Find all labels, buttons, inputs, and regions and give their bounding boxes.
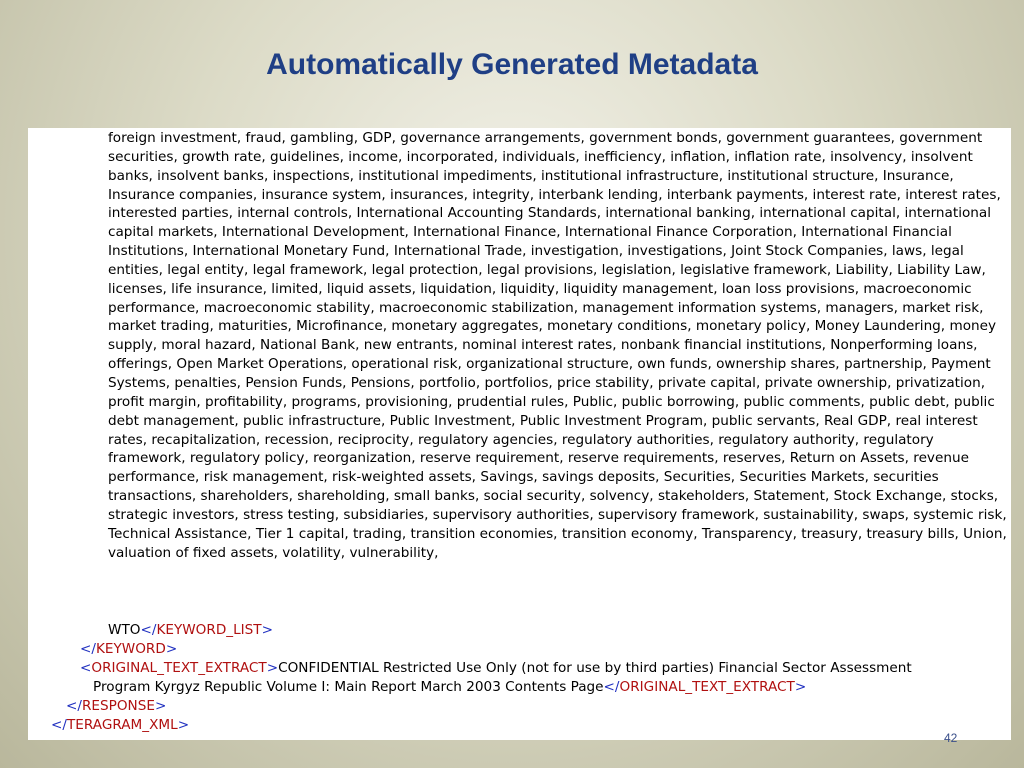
tag-bracket: </ [603, 679, 620, 695]
original-text-extract-line-2 [93, 678, 806, 697]
tag-bracket: > [165, 641, 178, 657]
tag-bracket: < [80, 660, 92, 676]
xml-content-panel [28, 128, 1011, 740]
response-closing-line [66, 697, 166, 716]
tag-bracket: > [261, 622, 274, 638]
slide-title: Automatically Generated Metadata [266, 48, 758, 81]
tag-bracket: > [794, 679, 807, 695]
tag-bracket: </ [80, 641, 96, 657]
tag-bracket: > [154, 698, 167, 714]
keyword-list-close-tag: KEYWORD_LIST [156, 622, 262, 638]
original-text-extract-line [80, 659, 912, 678]
extract-open-tag: ORIGINAL_TEXT_EXTRACT [91, 660, 267, 676]
last-keyword: WTO [108, 622, 141, 638]
teragram-close-tag: TERAGRAM_XML [66, 717, 178, 733]
teragram-closing-line [51, 716, 189, 735]
extract-close-tag: ORIGINAL_TEXT_EXTRACT [619, 679, 795, 695]
response-close-tag: RESPONSE [81, 698, 155, 714]
page-number: 42 [944, 731, 958, 745]
tag-bracket: </ [66, 698, 82, 714]
keyword-list-closing-line [108, 621, 273, 640]
keyword-list-text: foreign investment, fraud, gambling, GDP, governance arrangements, government bonds, government guarantees, government securities, growth rate, guidelines, income, incorporated, individuals, inefficiency, inflation, inflation rate, insolvency, insolvent banks, insolvent banks, inspections, institutional impediments, institutional infrastructure, institutional structure, Insurance, Insurance companies, insurance system, insurances, integrity, interbank lending, interbank payments, interest rate, interest rates, interested parties, internal controls, International Accounting Standards, international banking, international capital, international capital markets, International Development, International Finance, International Finance Corporation, International Financial Institutions, International Monetary Fund, International Trade, investigation, investigations, Joint Stock Companies, laws, legal entities, legal entity, legal framework, legal protection, legal provisions, legislation, legislative framework, Liability, Liability Law, licenses, life insurance, limited, liquid assets, liquidation, liquidity, liquidity management, loan loss provisions, macroeconomic performance, macroeconomic stability, macroeconomic stabilization, management information systems, managers, market risk, market trading, maturities, Microfinance, monetary aggregates, monetary conditions, monetary policy, Money Laundering, money supply, moral hazard, National Bank, new entrants, nominal interest rates, nonbank financial institutions, Nonperforming loans, offerings, Open Market Operations, operational risk, organizational structure, own funds, ownership shares, partnership, Payment Systems, penalties, Pension Funds, Pensions, portfolio, portfolios, price stability, private capital, private ownership, privatization, profit margin, profitability, programs, provisioning, prudential rules, Public, public borrowing, public comments, public debt, public debt management, public infrastructure, Public Investment, Public Investment Program, public servants, Real GDP, real interest rates, recapitalization, recession, reciprocity, regulatory agencies, regulatory authorities, regulatory authority, regulatory framework, regulatory policy, reorganization, reserve requirement, reserve requirements, reserves, Return on Assets, revenue performance, risk management, risk-weighted assets, Savings, savings deposits, Securities, Securities Markets, securities transactions, shareholders, shareholding, small banks, social security, solvency, stakeholders, Statement, Stock Exchange, stocks, strategic investors, stress testing, subsidiaries, supervisory authorities, supervisory framework, sustainability, swaps, systemic risk, Technical Assistance, Tier 1 capital, trading, transition economies, transition economy, Transparency, treasury, treasury bills, Union, valuation of fixed assets, volatility, vulnerability, [108, 130, 1007, 561]
keyword-close-tag: KEYWORD [95, 641, 166, 657]
tag-bracket: </ [51, 717, 67, 733]
tag-bracket: </ [140, 622, 157, 638]
keyword-closing-line [80, 640, 177, 659]
extract-text-line1: CONFIDENTIAL Restricted Use Only (not for use by third parties) Financial Sector Assessment [278, 660, 912, 676]
tag-bracket: > [266, 660, 279, 676]
tag-bracket: > [177, 717, 190, 733]
extract-text-line2: Program Kyrgyz Republic Volume I: Main Report March 2003 Contents Page [93, 679, 604, 695]
